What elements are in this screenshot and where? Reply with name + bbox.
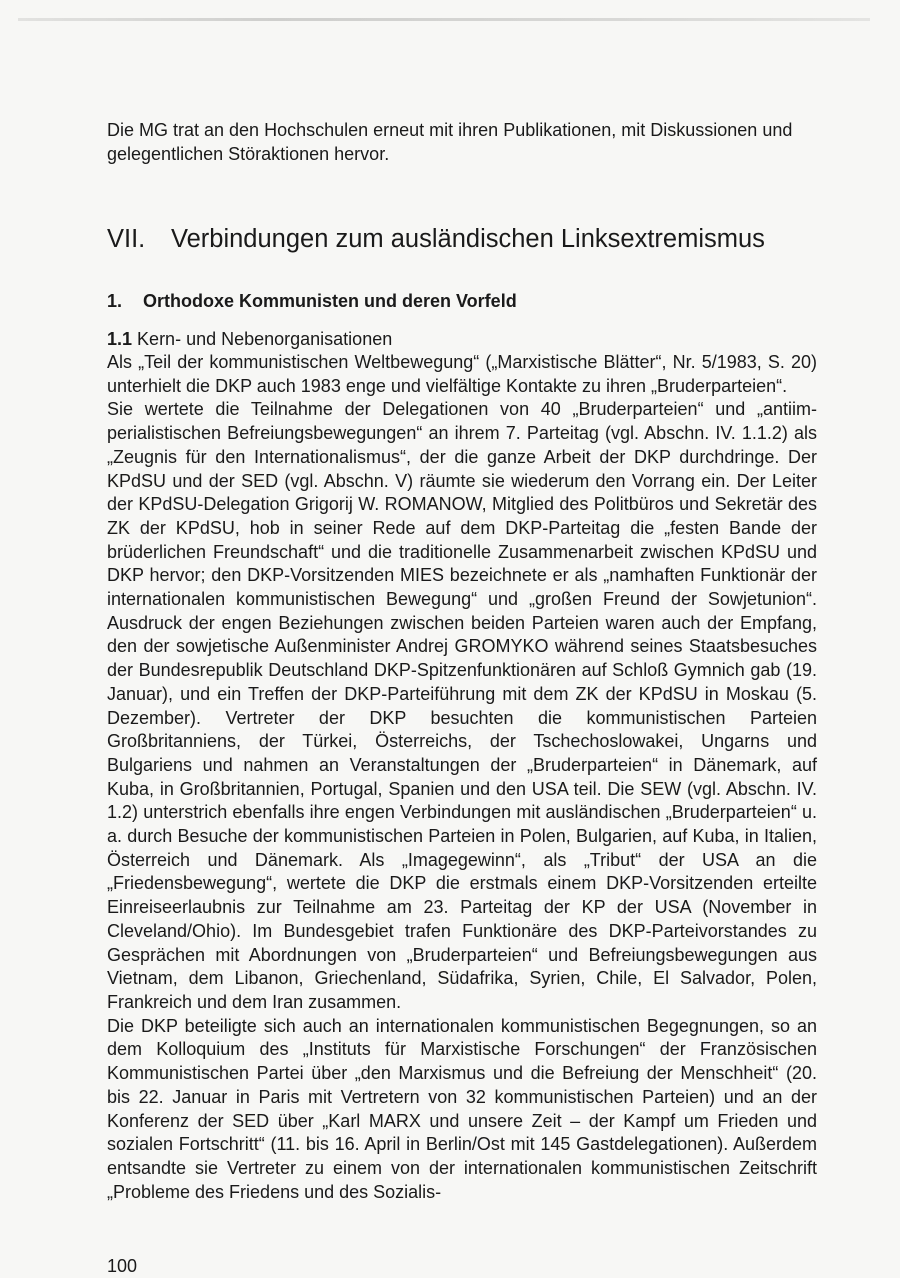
intro-paragraph: Die MG trat an den Hochschulen erneut mit ihren Publikationen, mit Diskussionen und gelegentlichen Störaktionen hervor. [107,120,793,164]
body-paragraph: Die DKP beteiligte sich auch an internationalen kommunistischen Begegnungen, so an dem Kolloquium des „Instituts für Marxistische Forschungen“ der Französischen Kommunistischen Partei über „den Marxismus und die Befreiung der Menschheit“ (20. bis 22. Januar in Paris mit Vertretern von 32 kommunistischen Parteien) und an der Konferenz der SED über „Karl MARX und unsere Zeit – der Kampf um Frieden und sozialen Fortschritt“ (11. bis 16. April in Berlin/Ost mit 145 Gastdelegationen). Außerdem entsandte sie Vertreter zu einem von der internationalen kommunistischen Zeitschrift „Probleme des Friedens und des Sozialis- [107,1015,817,1202]
subsection-title: Kern- und Nebenorganisationen [137,329,393,349]
page-top-rule [18,18,870,21]
body-paragraph: Als „Teil der kommunistischen Weltbewegung“ („Marxistische Blätter“, Nr. 5/1983, S. 20) unterhielt die DKP auch 1983 enge und vielfältige Kontakte zu ihren „Bruderparteien“. [107,352,817,396]
body-text [107,351,817,1204]
section-title: Orthodoxe Kommunisten und deren Vorfeld [143,291,517,311]
section-number: 1. [107,291,123,311]
body-paragraph: Sie wertete die Teilnahme der Delegationen von 40 „Bruderparteien“ und „antiimperialistischen Befreiungsbewegungen“ an ihrem 7. Parteitag (vgl. Abschn. IV. 1.1.2) als „Zeugnis für den Internationalismus“, der die ganze Arbeit der DKP durchdringe. Der KPdSU und der SED (vgl. Abschn. V) räumte sie wiederum den Vorrang ein. Der Leiter der KPdSU-Delegation Grigorij W. ROMANOW, Mitglied des Politbüros und Sekretär des ZK der KPdSU, hob in seiner Rede auf dem DKP-Parteitag die „festen Bande der brüderlichen Freundschaft“ und die traditionelle Zusammenarbeit zwischen KPdSU und DKP hervor; den DKP-Vorsitzenden MIES bezeichnete er als „namhaften Funktionär der internationalen kommunistischen Bewegung“ und „großen Freund der Sowjetunion“. Ausdruck der engen Beziehungen zwischen beiden Parteien waren auch der Empfang, den der sowjetische Außenminister Andrej GROMYKO während seines Staatsbesuches der Bundesrepublik Deutschland DKP-Spitzenfunktionären auf Schloß Gymnich gab (19. Januar), und ein Treffen der DKP-Parteiführung mit dem ZK der KPdSU in Moskau (5. Dezember). Vertreter der DKP besuchten die kommunistischen Parteien Großbritanniens, der Türkei, Österreichs, der Tschechoslowakei, Ungarns und Bulgariens und nahmen an Veranstaltungen der „Bruderparteien“ in Dänemark, auf Kuba, in Großbritannien, Portugal, Spanien und den USA teil. Die SEW (vgl. Abschn. IV. 1.2) unterstrich ebenfalls ihre engen Verbindungen mit ausländischen „Bruderparteien“ u. a. durch Besuche der kommunistischen Parteien in Polen, Bulgarien, auf Kuba, in Italien, Österreich und Dänemark. Als „Imagegewinn“, als „Tribut“ der USA an die „Friedensbewegung“, wertete die DKP die erstmals einem DKP-Vorsitzenden erteilte Einreiseerlaubnis zur Teilnahme am 23. Parteitag der KP der USA (November in Cleveland/Ohio). Im Bundesgebiet trafen Funktionäre des DKP-Parteivorstandes zu Gesprächen mit Abordnungen von „Bruderparteien“ und Befreiungsbewegungen aus Vietnam, dem Libanon, Griechenland, Südafrika, Syrien, Chile, El Salvador, Polen, Frankreich und dem Iran zusammen. [107,399,817,1012]
chapter-heading [107,222,817,256]
subsection-heading [107,327,817,351]
chapter-number: VII. [107,225,146,253]
page-number: 100 [107,1256,138,1276]
subsection-number: 1.1 [107,329,133,349]
section-heading [107,289,817,313]
chapter-title: Verbindungen zum ausländischen Linksextremismus [171,225,765,253]
